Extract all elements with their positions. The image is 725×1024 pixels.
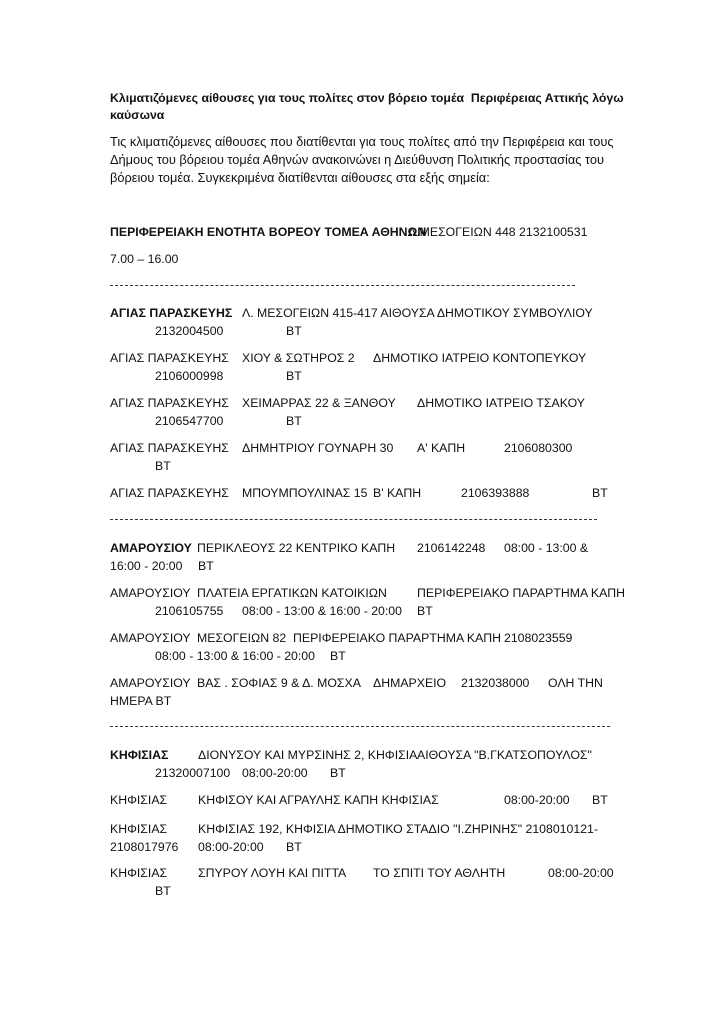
venue-address: ΒΑΣ . ΣΟΦΙΑΣ 9 & Δ. ΜΟΣΧΑ [197, 676, 361, 690]
section-divider [110, 519, 597, 520]
venue-hours: 08:00-20:00 [548, 866, 614, 880]
venue-address: ΧΕΙΜΑΡΡΑΣ 22 & ΞΑΝΘΟΥ [242, 396, 396, 410]
venue-phone: 2106080300 [504, 441, 573, 455]
venue-address: ΜΕΣΟΓΕΙΩΝ 82 ΠΕΡΙΦΕΡΕΙΑΚΟ ΠΑΡΑΡΤΗΜΑ ΚΑΠΗ [197, 631, 502, 645]
venue-place: Α' ΚΑΠΗ [417, 441, 466, 455]
venue-hours: 08:00-20:00 [242, 766, 308, 780]
venue-address: ΔΙΟΝΥΣΟΥ ΚΑΙ ΜΥΡΣΙΝΗΣ 2, ΚΗΦΙΣΙΑ [198, 748, 418, 762]
venue-hours: 08:00 - 13:00 & 16:00 - 20:00 [155, 649, 315, 663]
municipality-name: ΑΓΙΑΣ ΠΑΡΑΣΚΕΥΗΣ [110, 306, 233, 320]
venue-tag: ΒΤ [286, 324, 302, 338]
venue-place: ΔΗΜΟΤΙΚΟ ΙΑΤΡΕΙΟ ΤΣΑΚΟΥ [417, 396, 585, 410]
venue-phone: 2108023559 [504, 631, 573, 645]
venue-hours: 08:00-20:00 [504, 793, 570, 807]
venue-phone: 2106393888 [461, 486, 530, 500]
venue-address: ΚΗΦΙΣΙΑΣ 192, ΚΗΦΙΣΙΑ ΔΗΜΟΤΙΚΟ ΣΤΑΔΙΟ "Ι.ΖΗΡΙΝΗΣ" 2108010121- [198, 822, 598, 836]
municipality-name: ΑΜΑΡΟΥΣΙΟΥ [110, 541, 192, 555]
venue-phone: 2106105755 [155, 604, 224, 618]
municipality-name: ΑΓΙΑΣ ΠΑΡΑΣΚΕΥΗΣ [110, 441, 229, 455]
municipality-name: ΚΗΦΙΣΙΑΣ [110, 866, 168, 880]
section-divider [110, 285, 575, 286]
municipality-name: ΑΓΙΑΣ ΠΑΡΑΣΚΕΥΗΣ [110, 486, 229, 500]
venue-place: ΠΕΡΙΦΕΡΕΙΑΚΟ ΠΑΡΑΡΤΗΜΑ ΚΑΠΗ [417, 586, 626, 600]
intro-line-1: Τις κλιματιζόμενες αίθουσες που διατίθενται για τους πολίτες από την Περιφέρεια και τους [110, 134, 614, 149]
venue-tag: ΒΤ [286, 414, 302, 428]
venue-tag: ΒΤ [286, 369, 302, 383]
venue-phone: 2108017976 [110, 840, 179, 854]
venue-address: ΚΗΦΙΣΟΥ ΚΑΙ ΑΓΡΑΥΛΗΣ ΚΑΠΗ ΚΗΦΙΣΙΑΣ [198, 793, 439, 807]
venue-place: Β' ΚΑΠΗ [373, 486, 422, 500]
venue-hours: 08:00 - 13:00 & [504, 541, 589, 555]
regional-unit-name: ΠΕΡΙΦΕΡΕΙΑΚΗ ΕΝΟΤΗΤΑ ΒΟΡΕΟΥ ΤΟΜΕΑ ΑΘΗΝΩΝ [110, 225, 427, 239]
regional-unit-hours: 7.00 – 16.00 [110, 252, 179, 266]
venue-tag: ΒΤ [330, 766, 346, 780]
venue-tag: ΒΤ [155, 884, 171, 898]
intro-line-3: βόρειου τομέα. Συγκεκριμένα διατίθενται αίθουσες στα εξής σημεία: [110, 170, 490, 185]
venue-phone: 2106547700 [155, 414, 224, 428]
venue-address: ΠΛΑΤΕΙΑ ΕΡΓΑΤΙΚΩΝ ΚΑΤΟΙΚΙΩΝ [197, 586, 387, 600]
municipality-name: ΑΜΑΡΟΥΣΙΟΥ [110, 586, 191, 600]
venue-hours: 16:00 - 20:00 [110, 559, 183, 573]
venue-tag: ΒΤ [155, 459, 171, 473]
document-title-line-2: καύσωνα [110, 108, 165, 122]
municipality-name: ΑΓΙΑΣ ΠΑΡΑΣΚΕΥΗΣ [110, 351, 229, 365]
document-title-line-1: Κλιματιζόμενες αίθουσες για τους πολίτες στον βόρειο τομέα Περιφέρειας Αττικής λόγω [110, 91, 624, 105]
municipality-name: ΑΜΑΡΟΥΣΙΟΥ [110, 676, 191, 690]
venue-phone: 2132004500 [155, 324, 224, 338]
venue-address: ΠΕΡΙΚΛΕΟΥΣ 22 ΚΕΝΤΡΙΚΟ ΚΑΠΗ [197, 541, 396, 555]
regional-unit-address-phone: Λ.ΜΕΣΟΓΕΙΩΝ 448 2132100531 [408, 225, 588, 239]
venue-phone: 2106000998 [155, 369, 224, 383]
venue-hours: 08:00 - 13:00 & 16:00 - 20:00 [242, 604, 402, 618]
venue-address: Λ. ΜΕΣΟΓΕΙΩΝ 415-417 ΑΙΘΟΥΣΑ ΔΗΜΟΤΙΚΟΥ ΣΥΜΒΟΥΛΙΟΥ [242, 306, 593, 320]
municipality-name: ΚΗΦΙΣΙΑΣ [110, 748, 169, 762]
municipality-name: ΑΓΙΑΣ ΠΑΡΑΣΚΕΥΗΣ [110, 396, 229, 410]
venue-phone: 2106142248 [417, 541, 486, 555]
venue-tag: ΒΤ [592, 793, 608, 807]
municipality-name: ΑΜΑΡΟΥΣΙΟΥ [110, 631, 191, 645]
venue-tag: ΒΤ [417, 604, 433, 618]
venue-tag: ΒΤ [198, 559, 214, 573]
venue-place: ΑΙΘΟΥΣΑ "Β.ΓΚΑΤΣΟΠΟΥΛΟΣ" [417, 748, 592, 762]
section-divider [110, 726, 610, 727]
venue-address: ΧΙΟΥ & ΣΩΤΗΡΟΣ 2 [242, 351, 355, 365]
venue-address: ΣΠΥΡΟΥ ΛΟΥΗ ΚΑΙ ΠΙΤΤΑ [198, 866, 347, 880]
venue-tag: ΒΤ [592, 486, 608, 500]
venue-tag: ΒΤ [286, 840, 302, 854]
municipality-name: ΚΗΦΙΣΙΑΣ [110, 822, 168, 836]
venue-hours: ΗΜΕΡΑ ΒΤ [110, 694, 172, 708]
venue-address: ΔΗΜΗΤΡΙΟΥ ΓΟΥΝΑΡΗ 30 [242, 441, 394, 455]
venue-phone: 2132038000 [461, 676, 530, 690]
venue-place: ΔΗΜΑΡΧΕΙΟ [373, 676, 447, 690]
venue-tag: ΒΤ [330, 649, 346, 663]
venue-place: ΔΗΜΟΤΙΚΟ ΙΑΤΡΕΙΟ ΚΟΝΤΟΠΕΥΚΟΥ [373, 351, 587, 365]
venue-phone: 21320007100 [155, 766, 231, 780]
venue-address: ΜΠΟΥΜΠΟΥΛΙΝΑΣ 15 [242, 486, 368, 500]
venue-place: ΤΟ ΣΠΙΤΙ ΤΟΥ ΑΘΛΗΤΗ [373, 866, 506, 880]
venue-hours: ΟΛΗ ΤΗΝ [548, 676, 603, 690]
municipality-name: ΚΗΦΙΣΙΑΣ [110, 793, 168, 807]
venue-hours: 08:00-20:00 [198, 840, 264, 854]
intro-line-2: Δήμους του βόρειου τομέα Αθηνών ανακοινώνει η Διεύθυνση Πολιτικής προστασίας του [110, 152, 604, 167]
